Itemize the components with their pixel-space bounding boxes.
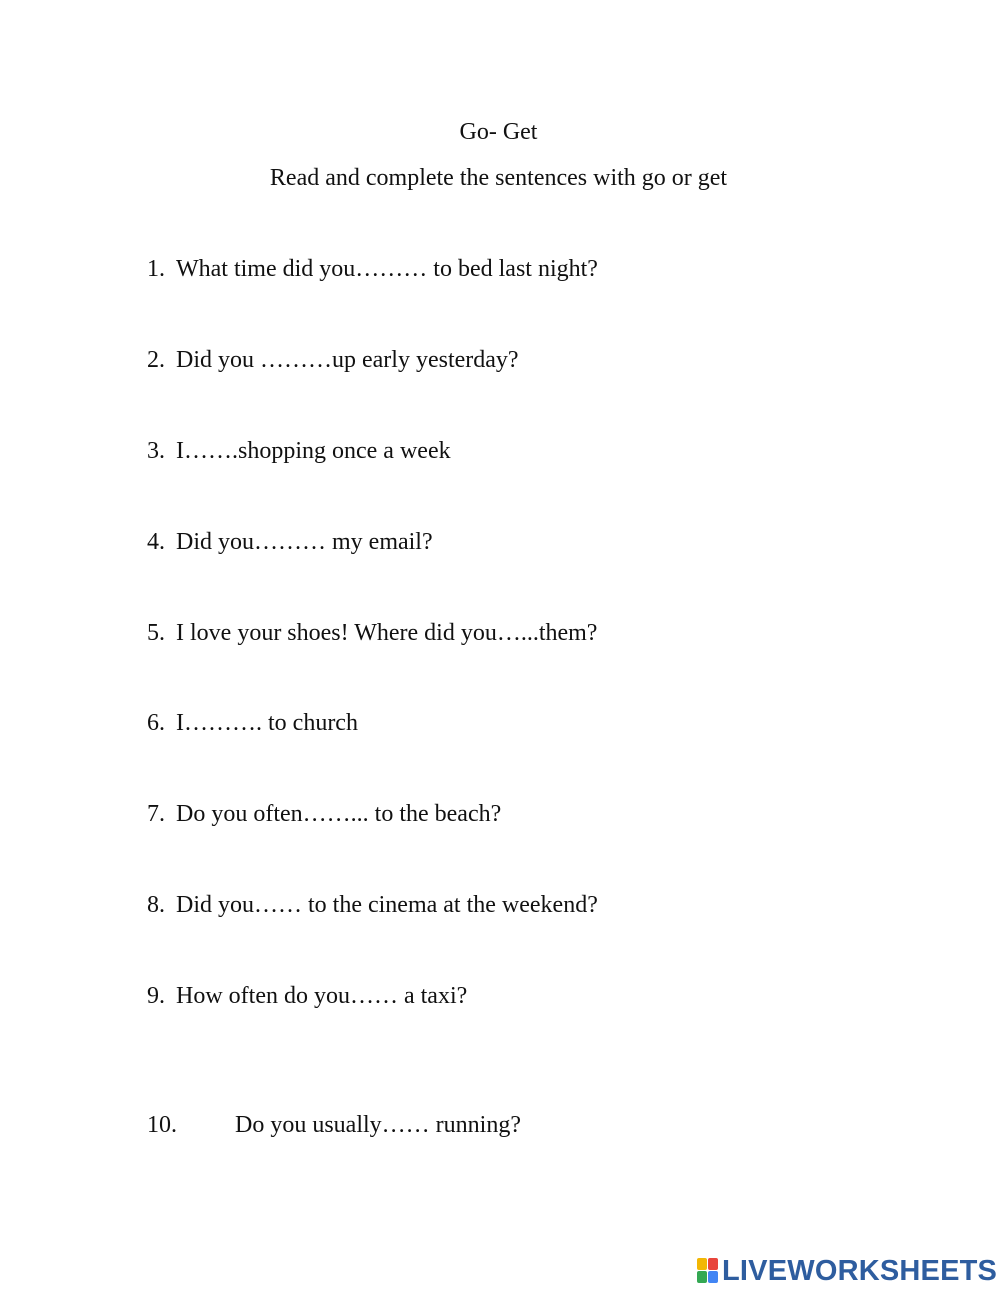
logo-text: LIVEWORKSHEETS [722,1254,998,1287]
question-item [147,1110,521,1140]
question-item [147,527,433,557]
question-text: Did you……… my email? [176,529,433,555]
question-text: Do you usually…… running? [235,1112,521,1138]
question-item [147,254,598,284]
question-number: 1. [147,256,165,282]
question-text: I love your shoes! Where did you…...them? [176,620,598,646]
question-text: How often do you…… a taxi? [176,983,468,1009]
question-number: 10. [147,1112,177,1138]
question-text: I………. to church [176,710,358,736]
worksheet-instruction: Read and complete the sentences with go or get [269,165,728,191]
question-item [147,708,358,738]
question-text: Did you ………up early yesterday? [176,347,519,373]
worksheet-title: Go- Get [459,119,538,145]
question-text: I…….shopping once a week [176,438,451,464]
question-item [147,799,501,829]
question-item [147,890,598,920]
question-item [147,981,467,1011]
question-number: 5. [147,620,165,646]
liveworksheets-logo [697,1256,997,1286]
liveworksheets-blocks-icon [697,1258,719,1284]
question-number: 7. [147,801,165,827]
question-text: What time did you……… to bed last night? [176,256,598,282]
question-number: 6. [147,710,165,736]
question-item [147,618,597,648]
question-number: 2. [147,347,165,373]
question-number: 8. [147,892,165,918]
question-text: Do you often……... to the beach? [176,801,502,827]
question-number: 3. [147,438,165,464]
question-number: 4. [147,529,165,555]
question-number: 9. [147,983,165,1009]
question-item [147,436,451,466]
question-text: Did you…… to the cinema at the weekend? [176,892,598,918]
question-item [147,345,519,375]
